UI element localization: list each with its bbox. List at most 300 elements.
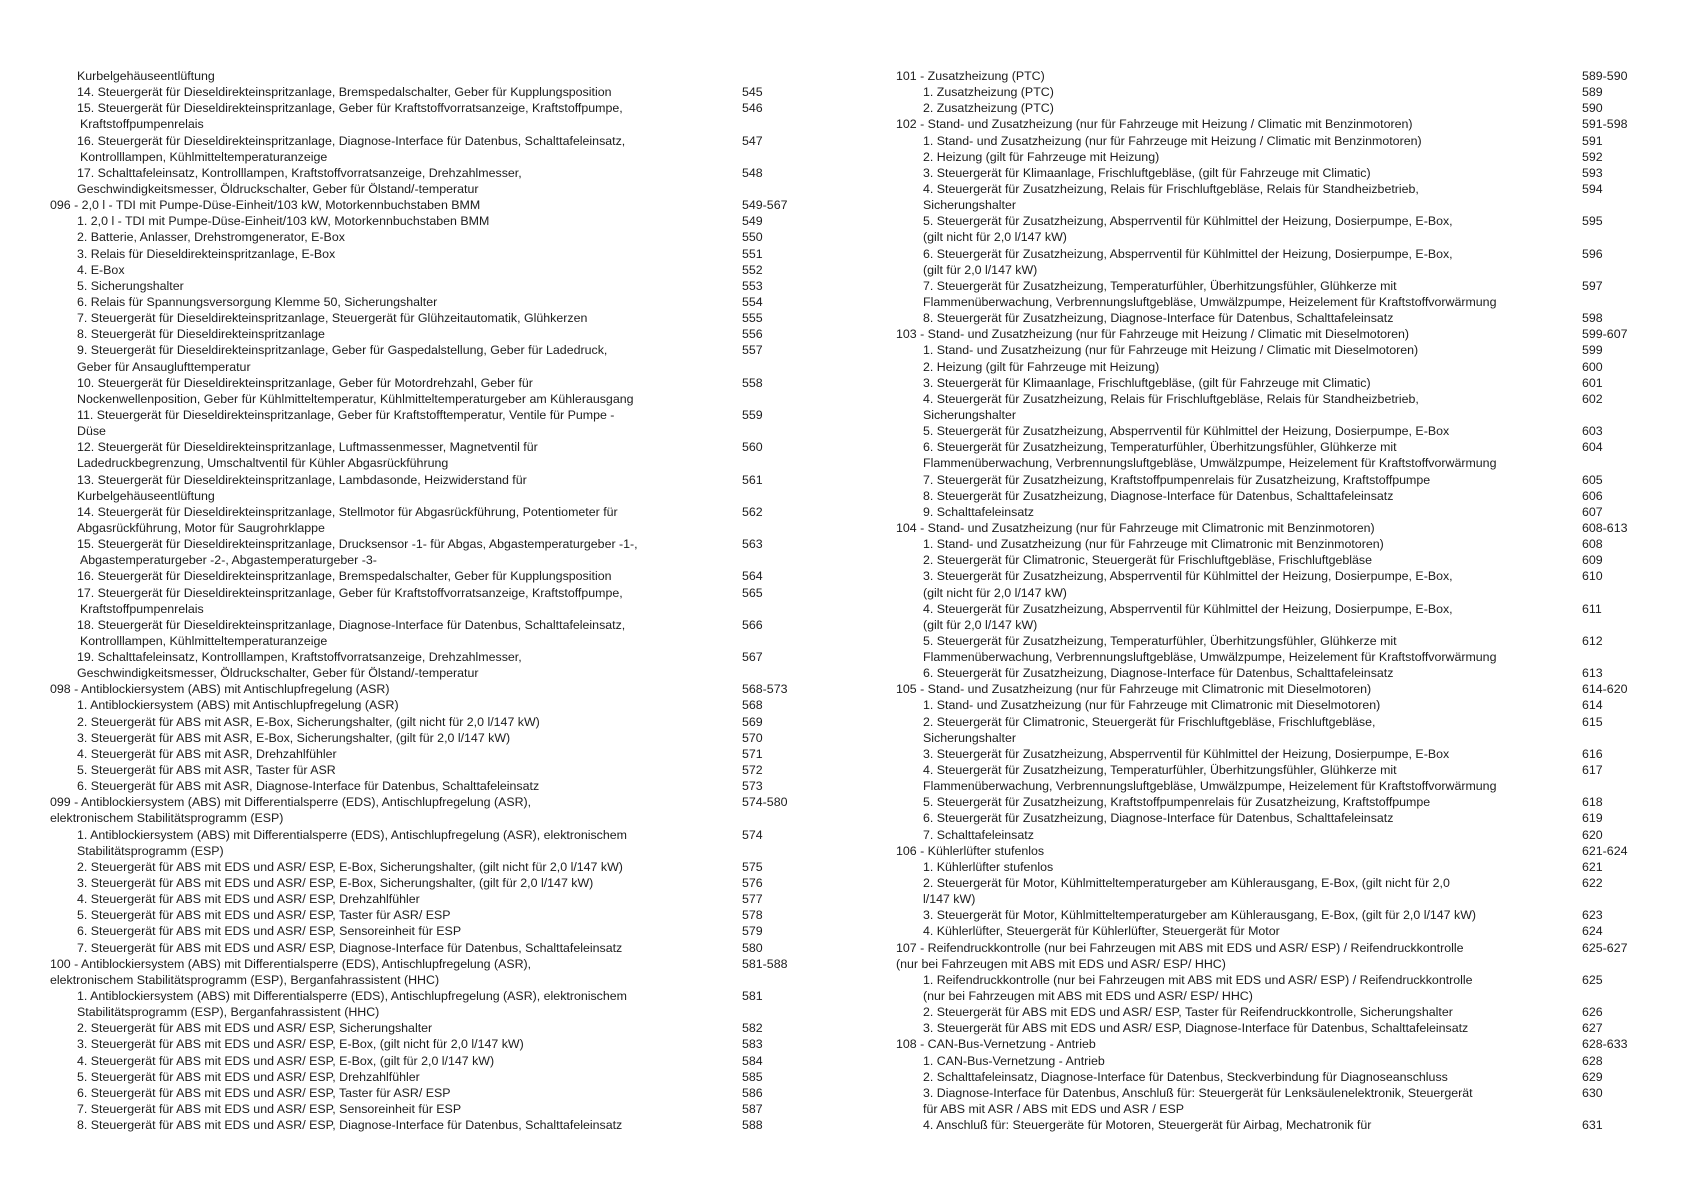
entry-title: 8. Steuergerät für Zusatzheizung, Diagnose-Interface für Datenbus, Schalttafeleinsatz xyxy=(923,488,1394,503)
page-number: 618 xyxy=(1582,795,1603,810)
page-number: 629 xyxy=(1582,1069,1603,1084)
page-number: 606 xyxy=(1582,488,1603,503)
entry-title: 6. Steuergerät für Zusatzheizung, Diagnose-Interface für Datenbus, Schalttafeleinsatz xyxy=(923,666,1394,681)
toc-subentry xyxy=(50,1117,820,1133)
page-number: 570 xyxy=(742,730,763,745)
entry-title: 7. Steuergerät für ABS mit EDS und ASR/ ESP, Diagnose-Interface für Datenbus, Schalttafeleinsatz xyxy=(77,940,623,955)
page-number: 572 xyxy=(742,763,763,778)
page-number: 555 xyxy=(742,311,763,326)
toc-subentry xyxy=(50,246,820,262)
toc-subentry xyxy=(50,1085,820,1101)
page-number: 581 xyxy=(742,989,763,1004)
toc-subentry xyxy=(896,1085,1646,1117)
toc-subentry xyxy=(50,827,820,859)
entry-title-continuation: Abgasrückführung, Motor für Saugrohrklappe xyxy=(77,520,325,535)
entry-title-continuation: Stabilitätsprogramm (ESP) xyxy=(77,843,224,858)
entry-title: 6. Steuergerät für ABS mit EDS und ASR/ ESP, Taster für ASR/ ESP xyxy=(77,1085,451,1100)
entry-title: 5. Steuergerät für Zusatzheizung, Absperrventil für Kühlmittel der Heizung, Dosierpumpe, E-Box, xyxy=(923,214,1453,229)
toc-subentry xyxy=(50,891,820,907)
toc-section-entry xyxy=(896,68,1646,84)
page-number: 614 xyxy=(1582,698,1603,713)
toc-right-column xyxy=(896,68,1646,1133)
entry-title: 2. Batterie, Anlasser, Drehstromgenerator, E-Box xyxy=(77,230,345,245)
page-number: 612 xyxy=(1582,633,1603,648)
toc-subentry xyxy=(50,294,820,310)
entry-title: 5. Steuergerät für ABS mit EDS und ASR/ ESP, Drehzahlfühler xyxy=(77,1069,420,1084)
toc-section-entry xyxy=(896,843,1646,859)
page-number: 615 xyxy=(1582,714,1603,729)
toc-subentry xyxy=(896,536,1646,552)
entry-title-continuation: Sicherungshalter xyxy=(923,198,1016,213)
page-number: 597 xyxy=(1582,278,1603,293)
entry-title: 14. Steuergerät für Dieseldirekteinspritzanlage, Stellmotor für Abgasrückführung, Potentiometer für xyxy=(77,504,618,519)
toc-section-entry xyxy=(896,681,1646,697)
page-number: 624 xyxy=(1582,924,1603,939)
entry-title-continuation: (gilt nicht für 2,0 l/147 kW) xyxy=(923,230,1067,245)
entry-title: 13. Steuergerät für Dieseldirekteinspritzanlage, Lambdasonde, Heizwiderstand für xyxy=(77,472,527,487)
page-number: 557 xyxy=(742,343,763,358)
entry-title: 1. Kühlerlüfter stufenlos xyxy=(923,859,1054,874)
toc-subentry xyxy=(50,326,820,342)
toc-subentry xyxy=(896,342,1646,358)
toc-subentry xyxy=(896,1053,1646,1069)
entry-title: 6. Steuergerät für Zusatzheizung, Temperaturfühler, Überhitzungsfühler, Glühkerze mit xyxy=(923,440,1397,455)
entry-title: 1. Zusatzheizung (PTC) xyxy=(923,85,1054,100)
entry-title: 4. E-Box xyxy=(77,262,125,277)
entry-title: 5. Steuergerät für Zusatzheizung, Temperaturfühler, Überhitzungsfühler, Glühkerze mit xyxy=(923,633,1397,648)
page-number: 575 xyxy=(742,859,763,874)
page-number: 620 xyxy=(1582,827,1603,842)
entry-title: 8. Steuergerät für ABS mit EDS und ASR/ ESP, Diagnose-Interface für Datenbus, Schalttafeleinsatz xyxy=(77,1118,623,1133)
page-number: 563 xyxy=(742,537,763,552)
page-number: 568-573 xyxy=(742,682,788,697)
entry-title: 2. Heizung (gilt für Fahrzeuge mit Heizung) xyxy=(923,149,1160,164)
entry-title: 17. Schalttafeleinsatz, Kontrolllampen, Kraftstoffvorratsanzeige, Drehzahlmesser, xyxy=(77,165,522,180)
page-number: 554 xyxy=(742,294,763,309)
page-number: 579 xyxy=(742,924,763,939)
entry-title: 2. Zusatzheizung (PTC) xyxy=(923,101,1054,116)
entry-title: 8. Steuergerät für Zusatzheizung, Diagnose-Interface für Datenbus, Schalttafeleinsatz xyxy=(923,311,1394,326)
entry-title-continuation: Flammenüberwachung, Verbrennungsluftgebläse, Umwälzpumpe, Heizelement für Kraftstoffvorwärmung xyxy=(923,294,1497,309)
toc-subentry xyxy=(896,907,1646,923)
page-number: 565 xyxy=(742,585,763,600)
page-number: 589 xyxy=(1582,85,1603,100)
page-number: 580 xyxy=(742,940,763,955)
entry-title-continuation: Flammenüberwachung, Verbrennungsluftgebläse, Umwälzpumpe, Heizelement für Kraftstoffvorwärmung xyxy=(923,650,1497,665)
toc-subentry xyxy=(50,165,820,197)
toc-subentry xyxy=(50,1101,820,1117)
entry-title-continuation: (gilt für 2,0 l/147 kW) xyxy=(923,262,1038,277)
page-number: 561 xyxy=(742,472,763,487)
toc-subentry xyxy=(50,100,820,132)
toc-section-entry xyxy=(50,956,820,988)
toc-subentry xyxy=(50,1069,820,1085)
toc-subentry xyxy=(50,1053,820,1069)
entry-title: 4. Steuergerät für Zusatzheizung, Relais für Frischluftgebläse, Relais für Standheizbetrieb, xyxy=(923,391,1419,406)
toc-subentry xyxy=(896,310,1646,326)
entry-title-continuation: Abgastemperaturgeber -2-, Abgastemperaturgeber -3- xyxy=(80,553,377,568)
entry-title-continuation: Ladedruckbegrenzung, Umschaltventil für Kühler Abgasrückführung xyxy=(77,456,449,471)
page-number: 628-633 xyxy=(1582,1037,1628,1052)
page-number: 588 xyxy=(742,1118,763,1133)
toc-subentry xyxy=(50,875,820,891)
toc-subentry xyxy=(896,278,1646,310)
toc-subentry xyxy=(896,246,1646,278)
entry-title: 18. Steuergerät für Dieseldirekteinspritzanlage, Diagnose-Interface für Datenbus, Schalttafeleinsatz, xyxy=(77,617,626,632)
entry-title: 7. Steuergerät für ABS mit EDS und ASR/ ESP, Sensoreinheit für ESP xyxy=(77,1102,462,1116)
entry-title-continuation: Geschwindigkeitsmesser, Öldruckschalter, Geber für Ölstand/-temperatur xyxy=(77,181,479,196)
page-number: 566 xyxy=(742,617,763,632)
page-number: 549-567 xyxy=(742,198,788,213)
entry-title: 108 - CAN-Bus-Vernetzung - Antrieb xyxy=(896,1037,1096,1052)
page-number: 608 xyxy=(1582,537,1603,552)
entry-title: 6. Steuergerät für ABS mit ASR, Diagnose-Interface für Datenbus, Schalttafeleinsatz xyxy=(77,779,540,794)
toc-subentry xyxy=(50,907,820,923)
page-number: 604 xyxy=(1582,440,1603,455)
entry-title: 5. Steuergerät für Zusatzheizung, Kraftstoffpumpenrelais für Zusatzheizung, Kraftstoffpumpe xyxy=(923,795,1431,810)
toc-subentry xyxy=(896,697,1646,713)
page-number: 545 xyxy=(742,85,763,100)
page-number: 595 xyxy=(1582,214,1603,229)
toc-subentry xyxy=(50,617,820,649)
page-number: 596 xyxy=(1582,246,1603,261)
page-number: 610 xyxy=(1582,569,1603,584)
entry-title-continuation: (gilt nicht für 2,0 l/147 kW) xyxy=(923,585,1067,600)
toc-section-entry xyxy=(896,940,1646,972)
toc-subentry xyxy=(896,181,1646,213)
toc-subentry xyxy=(50,697,820,713)
page-number: 583 xyxy=(742,1037,763,1052)
toc-subentry xyxy=(896,1004,1646,1020)
toc-subentry xyxy=(50,375,820,407)
entry-title-continuation: Sicherungshalter xyxy=(923,407,1016,422)
entry-title: 101 - Zusatzheizung (PTC) xyxy=(896,69,1045,83)
entry-title: 2. Steuergerät für ABS mit EDS und ASR/ ESP, E-Box, Sicherungshalter, (gilt nicht für 2,0 l/147 kW) xyxy=(77,859,623,874)
entry-title-continuation: l/147 kW) xyxy=(923,892,976,907)
toc-subentry xyxy=(50,568,820,584)
entry-title: 100 - Antiblockiersystem (ABS) mit Differentialsperre (EDS), Antischlupfregelung (ASR), xyxy=(50,956,532,971)
page-number: 589-590 xyxy=(1582,69,1628,83)
entry-title: 1. Antiblockiersystem (ABS) mit Differentialsperre (EDS), Antischlupfregelung (ASR), elektronischem xyxy=(77,989,627,1004)
page-number: 591 xyxy=(1582,133,1603,148)
page-number: 590 xyxy=(1582,101,1603,116)
page-number: 559 xyxy=(742,407,763,422)
entry-title: 1. Stand- und Zusatzheizung (nur für Fahrzeuge mit Heizung / Climatic mit Dieselmotoren) xyxy=(923,343,1419,358)
toc-subentry xyxy=(896,149,1646,165)
entry-title: 4. Steuergerät für ABS mit EDS und ASR/ ESP, E-Box, (gilt für 2,0 l/147 kW) xyxy=(77,1053,495,1068)
page-number: 567 xyxy=(742,650,763,665)
entry-title: 3. Steuergerät für ABS mit EDS und ASR/ ESP, E-Box, Sicherungshalter, (gilt für 2,0 l/147 kW) xyxy=(77,876,594,891)
toc-section-entry xyxy=(896,520,1646,536)
entry-title-continuation: Kontrolllampen, Kühlmitteltemperaturanzeige xyxy=(80,633,328,648)
toc-subentry xyxy=(896,923,1646,939)
entry-title: 2. Steuergerät für ABS mit ASR, E-Box, Sicherungshalter, (gilt nicht für 2,0 l/147 kW) xyxy=(77,714,540,729)
toc-subentry xyxy=(896,375,1646,391)
entry-title: 19. Schalttafeleinsatz, Kontrolllampen, Kraftstoffvorratsanzeige, Drehzahlmesser, xyxy=(77,650,522,665)
entry-title: 6. Steuergerät für Zusatzheizung, Absperrventil für Kühlmittel der Heizung, Dosierpumpe, E-Box, xyxy=(923,246,1453,261)
toc-subentry xyxy=(896,633,1646,665)
page-number: 553 xyxy=(742,278,763,293)
toc-subentry xyxy=(50,84,820,100)
page-number: 627 xyxy=(1582,1021,1603,1036)
entry-title: 102 - Stand- und Zusatzheizung (nur für Fahrzeuge mit Heizung / Climatic mit Benzinmotoren) xyxy=(896,117,1413,132)
page-number: 623 xyxy=(1582,908,1603,923)
entry-title: 1. Reifendruckkontrolle (nur bei Fahrzeugen mit ABS mit EDS und ASR/ ESP) / Reifendruckkontrolle xyxy=(923,972,1473,987)
page-number: 576 xyxy=(742,876,763,891)
entry-title: 2. Steuergerät für Climatronic, Steuergerät für Frischluftgebläse, Frischluftgebläse, xyxy=(923,714,1376,729)
entry-title: 3. Relais für Dieseldirekteinspritzanlage, E-Box xyxy=(77,246,336,261)
toc-subentry xyxy=(896,714,1646,746)
entry-title: 6. Steuergerät für Zusatzheizung, Diagnose-Interface für Datenbus, Schalttafeleinsatz xyxy=(923,811,1394,826)
entry-title: 1. Stand- und Zusatzheizung (nur für Fahrzeuge mit Heizung / Climatic mit Benzinmotoren) xyxy=(923,133,1422,148)
toc-subentry xyxy=(50,923,820,939)
page-number: 631 xyxy=(1582,1118,1603,1133)
page-number: 601 xyxy=(1582,375,1603,390)
toc-subentry xyxy=(50,68,820,84)
page-number: 599-607 xyxy=(1582,327,1628,342)
toc-subentry xyxy=(896,601,1646,633)
entry-title: 7. Steuergerät für Zusatzheizung, Temperaturfühler, Überhitzungsfühler, Glühkerze mit xyxy=(923,278,1397,293)
toc-subentry xyxy=(50,310,820,326)
page-number: 574 xyxy=(742,827,763,842)
page-number: 598 xyxy=(1582,311,1603,326)
toc-subentry xyxy=(50,730,820,746)
entry-title-continuation: Geber für Ansauglufttemperatur xyxy=(77,359,251,374)
page-number: 621-624 xyxy=(1582,843,1628,858)
toc-subentry xyxy=(896,100,1646,116)
entry-title: 5. Steuergerät für Zusatzheizung, Absperrventil für Kühlmittel der Heizung, Dosierpumpe, E-Box xyxy=(923,424,1450,439)
toc-subentry xyxy=(896,1117,1646,1133)
page-number: 616 xyxy=(1582,746,1603,761)
page-number: 558 xyxy=(742,375,763,390)
entry-title: 2. Steuergerät für ABS mit EDS und ASR/ ESP, Taster für Reifendruckkontrolle, Sicherungshalter xyxy=(923,1005,1453,1020)
entry-title: 4. Steuergerät für Zusatzheizung, Temperaturfühler, Überhitzungsfühler, Glühkerze mit xyxy=(923,763,1397,778)
toc-subentry xyxy=(896,213,1646,245)
page-number: 546 xyxy=(742,101,763,116)
entry-title: 4. Steuergerät für ABS mit ASR, Drehzahlfühler xyxy=(77,746,337,761)
entry-title: 3. Steuergerät für Zusatzheizung, Absperrventil für Kühlmittel der Heizung, Dosierpumpe, E-Box xyxy=(923,746,1450,761)
entry-title: 4. Kühlerlüfter, Steuergerät für Kühlerlüfter, Steuergerät für Motor xyxy=(923,924,1280,939)
page-number: 552 xyxy=(742,262,763,277)
toc-subentry xyxy=(50,859,820,875)
toc-subentry xyxy=(50,229,820,245)
toc-subentry xyxy=(896,875,1646,907)
toc-subentry xyxy=(896,794,1646,810)
toc-subentry xyxy=(50,342,820,374)
page-number: 582 xyxy=(742,1021,763,1036)
page-number: 578 xyxy=(742,908,763,923)
entry-title: 098 - Antiblockiersystem (ABS) mit Antischlupfregelung (ASR) xyxy=(50,682,390,697)
entry-title: 4. Steuergerät für ABS mit EDS und ASR/ ESP, Drehzahlfühler xyxy=(77,892,420,907)
toc-subentry xyxy=(896,1069,1646,1085)
entry-title: 15. Steuergerät für Dieseldirekteinspritzanlage, Drucksensor -1- für Abgas, Abgastemperaturgeber -1-, xyxy=(77,537,638,552)
toc-subentry xyxy=(896,391,1646,423)
entry-title: 5. Steuergerät für ABS mit ASR, Taster für ASR xyxy=(77,763,336,778)
entry-title: 103 - Stand- und Zusatzheizung (nur für Fahrzeuge mit Heizung / Climatic mit Dieselmotoren) xyxy=(896,327,1410,342)
entry-title: 7. Schalttafeleinsatz xyxy=(923,827,1034,842)
toc-subentry xyxy=(50,746,820,762)
page-number: 628 xyxy=(1582,1053,1603,1068)
page-number: 587 xyxy=(742,1102,763,1116)
entry-title-continuation: Kontrolllampen, Kühlmitteltemperaturanzeige xyxy=(80,149,328,164)
toc-subentry xyxy=(50,940,820,956)
page-number: 614-620 xyxy=(1582,682,1628,697)
entry-title: 106 - Kühlerlüfter stufenlos xyxy=(896,843,1045,858)
entry-title: 6. Steuergerät für ABS mit EDS und ASR/ ESP, Sensoreinheit für ESP xyxy=(77,924,462,939)
toc-subentry xyxy=(896,439,1646,471)
page-number: 611 xyxy=(1582,601,1602,616)
toc-subentry xyxy=(896,359,1646,375)
entry-title: Kurbelgehäuseentlüftung xyxy=(77,69,215,83)
toc-section-entry xyxy=(896,326,1646,342)
entry-title-continuation: (nur bei Fahrzeugen mit ABS mit EDS und ASR/ ESP/ HHC) xyxy=(923,989,1253,1004)
page-number: 551 xyxy=(742,246,763,261)
entry-title: 2. Steuergerät für ABS mit EDS und ASR/ ESP, Sicherungshalter xyxy=(77,1021,433,1036)
entry-title: 2. Steuergerät für Motor, Kühlmitteltemperaturgeber am Kühlerausgang, E-Box, (gilt nicht für 2,0 xyxy=(923,876,1450,891)
entry-title: 17. Steuergerät für Dieseldirekteinspritzanlage, Geber für Kraftstoffvorratsanzeige, Kraftstoffpumpe, xyxy=(77,585,623,600)
entry-title: 9. Steuergerät für Dieseldirekteinspritzanlage, Geber für Gaspedalstellung, Geber für Ladedruck, xyxy=(77,343,608,358)
entry-title: 099 - Antiblockiersystem (ABS) mit Differentialsperre (EDS), Antischlupfregelung (ASR), xyxy=(50,795,532,810)
toc-subentry xyxy=(896,165,1646,181)
entry-title-continuation: (nur bei Fahrzeugen mit ABS mit EDS und ASR/ ESP/ HHC) xyxy=(896,956,1226,971)
entry-title: 4. Steuergerät für Zusatzheizung, Relais für Frischluftgebläse, Relais für Standheizbetrieb, xyxy=(923,181,1419,196)
entry-title-continuation: (gilt für 2,0 l/147 kW) xyxy=(923,617,1038,632)
entry-title: 16. Steuergerät für Dieseldirekteinspritzanlage, Bremspedalschalter, Geber für Kupplungsposition xyxy=(77,569,612,584)
page-number: 591-598 xyxy=(1582,117,1628,132)
toc-subentry xyxy=(50,1020,820,1036)
entry-title: 3. Steuergerät für Motor, Kühlmitteltemperaturgeber am Kühlerausgang, E-Box, (gilt für 2,0 l/147 kW) xyxy=(923,908,1477,923)
entry-title: 1. Antiblockiersystem (ABS) mit Antischlupfregelung (ASR) xyxy=(77,698,399,713)
entry-title: 3. Steuergerät für ABS mit EDS und ASR/ ESP, E-Box, (gilt nicht für 2,0 l/147 kW) xyxy=(77,1037,524,1052)
page-number: 593 xyxy=(1582,165,1603,180)
toc-subentry xyxy=(50,988,820,1020)
page-number: 625-627 xyxy=(1582,940,1628,955)
entry-title: 2. Heizung (gilt für Fahrzeuge mit Heizung) xyxy=(923,359,1160,374)
entry-title: 8. Steuergerät für Dieseldirekteinspritzanlage xyxy=(77,327,325,342)
page-number: 605 xyxy=(1582,472,1603,487)
entry-title: 104 - Stand- und Zusatzheizung (nur für Fahrzeuge mit Climatronic mit Benzinmotoren) xyxy=(896,520,1375,535)
toc-subentry xyxy=(896,859,1646,875)
entry-title-continuation: Flammenüberwachung, Verbrennungsluftgebläse, Umwälzpumpe, Heizelement für Kraftstoffvorwärmung xyxy=(923,456,1497,471)
toc-subentry xyxy=(50,213,820,229)
entry-title-continuation: Flammenüberwachung, Verbrennungsluftgebläse, Umwälzpumpe, Heizelement für Kraftstoffvorwärmung xyxy=(923,779,1497,794)
entry-title-continuation: Sicherungshalter xyxy=(923,730,1016,745)
entry-title: 11. Steuergerät für Dieseldirekteinspritzanlage, Geber für Kraftstofftemperatur, Ventile für Pumpe - xyxy=(77,407,615,422)
entry-title: 1. 2,0 l - TDI mit Pumpe-Düse-Einheit/103 kW, Motorkennbuchstaben BMM xyxy=(77,214,490,229)
page-number: 585 xyxy=(742,1069,763,1084)
entry-title: 1. Stand- und Zusatzheizung (nur für Fahrzeuge mit Climatronic mit Dieselmotoren) xyxy=(923,698,1381,713)
page-number: 602 xyxy=(1582,391,1603,406)
page-number: 556 xyxy=(742,327,763,342)
toc-subentry xyxy=(50,1036,820,1052)
entry-title-continuation: Stabilitätsprogramm (ESP), Berganfahrassistent (HHC) xyxy=(77,1005,380,1020)
toc-subentry xyxy=(50,278,820,294)
toc-subentry xyxy=(50,762,820,778)
toc-section-entry xyxy=(896,1036,1646,1052)
entry-title-continuation: für ABS mit ASR / ABS mit EDS und ASR / ESP xyxy=(923,1102,1184,1116)
entry-title: 096 - 2,0 l - TDI mit Pumpe-Düse-Einheit/103 kW, Motorkennbuchstaben BMM xyxy=(50,198,481,213)
page-number: 599 xyxy=(1582,343,1603,358)
page-number: 581-588 xyxy=(742,956,788,971)
page-number: 613 xyxy=(1582,666,1603,681)
page-number: 621 xyxy=(1582,859,1603,874)
entry-title: 1. Antiblockiersystem (ABS) mit Differentialsperre (EDS), Antischlupfregelung (ASR), elektronischem xyxy=(77,827,627,842)
toc-subentry xyxy=(50,472,820,504)
toc-subentry xyxy=(50,439,820,471)
toc-subentry xyxy=(896,472,1646,488)
page-number: 550 xyxy=(742,230,763,245)
page-number: 586 xyxy=(742,1085,763,1100)
toc-subentry xyxy=(896,746,1646,762)
toc-subentry xyxy=(896,504,1646,520)
entry-title: 5. Sicherungshalter xyxy=(77,278,184,293)
entry-title: 3. Steuergerät für ABS mit EDS und ASR/ ESP, Diagnose-Interface für Datenbus, Schalttafeleinsatz xyxy=(923,1021,1469,1036)
entry-title: 105 - Stand- und Zusatzheizung (nur für Fahrzeuge mit Climatronic mit Dieselmotoren) xyxy=(896,682,1372,697)
page-number: 574-580 xyxy=(742,795,788,810)
page-number: 577 xyxy=(742,892,763,907)
toc-subentry xyxy=(896,665,1646,681)
page-number: 584 xyxy=(742,1053,763,1068)
entry-title: 4. Steuergerät für Zusatzheizung, Absperrventil für Kühlmittel der Heizung, Dosierpumpe, E-Box, xyxy=(923,601,1453,616)
entry-title: 3. Diagnose-Interface für Datenbus, Anschluß für: Steuergerät für Lenksäulenelektronik, Steuergerät xyxy=(923,1085,1473,1100)
page-number: 592 xyxy=(1582,149,1603,164)
toc-left-column xyxy=(50,68,820,1133)
toc-subentry xyxy=(896,84,1646,100)
entry-title: 3. Steuergerät für Zusatzheizung, Absperrventil für Kühlmittel der Heizung, Dosierpumpe, E-Box, xyxy=(923,569,1453,584)
page-number: 594 xyxy=(1582,181,1603,196)
entry-title: 6. Relais für Spannungsversorgung Klemme 50, Sicherungshalter xyxy=(77,294,438,309)
page-number: 568 xyxy=(742,698,763,713)
entry-title-continuation: Kraftstoffpumpenrelais xyxy=(80,601,204,616)
entry-title: 1. Stand- und Zusatzheizung (nur für Fahrzeuge mit Climatronic mit Benzinmotoren) xyxy=(923,537,1384,552)
entry-title-continuation: Nockenwellenposition, Geber für Kühlmitteltemperatur, Kühlmitteltemperaturgeber am Kühlerausgang xyxy=(77,391,634,406)
page-number: 573 xyxy=(742,779,763,794)
entry-title-continuation: Geschwindigkeitsmesser, Öldruckschalter, Geber für Ölstand/-temperatur xyxy=(77,666,479,681)
entry-title-continuation: Kraftstoffpumpenrelais xyxy=(80,117,204,132)
entry-title: 107 - Reifendruckkontrolle (nur bei Fahrzeugen mit ABS mit EDS und ASR/ ESP) / Reifendruckkontrolle xyxy=(896,940,1464,955)
entry-title-continuation: elektronischem Stabilitätsprogramm (ESP) xyxy=(50,811,284,826)
toc-section-entry xyxy=(896,116,1646,132)
toc-subentry xyxy=(896,972,1646,1004)
page-number: 608-613 xyxy=(1582,520,1628,535)
entry-title: 10. Steuergerät für Dieseldirekteinspritzanlage, Geber für Motordrehzahl, Geber für xyxy=(77,375,533,390)
toc-subentry xyxy=(50,407,820,439)
toc-subentry xyxy=(50,585,820,617)
page-number: 564 xyxy=(742,569,763,584)
page-number: 548 xyxy=(742,165,763,180)
entry-title: 5. Steuergerät für ABS mit EDS und ASR/ ESP, Taster für ASR/ ESP xyxy=(77,908,451,923)
entry-title: 14. Steuergerät für Dieseldirekteinspritzanlage, Bremspedalschalter, Geber für Kupplungsposition xyxy=(77,85,612,100)
toc-subentry xyxy=(896,568,1646,600)
page-number: 619 xyxy=(1582,811,1603,826)
entry-title: 7. Steuergerät für Dieseldirekteinspritzanlage, Steuergerät für Glühzeitautomatik, Glühkerzen xyxy=(77,311,588,326)
entry-title: 4. Anschluß für: Steuergeräte für Motoren, Steuergerät für Airbag, Mechatronik für xyxy=(923,1118,1372,1133)
entry-title: 12. Steuergerät für Dieseldirekteinspritzanlage, Luftmassenmesser, Magnetventil für xyxy=(77,440,538,455)
entry-title: 2. Schalttafeleinsatz, Diagnose-Interface für Datenbus, Steckverbindung für Diagnoseanschluss xyxy=(923,1069,1448,1084)
entry-title: 3. Steuergerät für ABS mit ASR, E-Box, Sicherungshalter, (gilt für 2,0 l/147 kW) xyxy=(77,730,511,745)
page-number: 547 xyxy=(742,133,763,148)
page-number: 600 xyxy=(1582,359,1603,374)
page-number: 630 xyxy=(1582,1085,1603,1100)
page-number: 560 xyxy=(742,440,763,455)
toc-section-entry xyxy=(50,681,820,697)
page-number: 609 xyxy=(1582,553,1603,568)
page-number: 603 xyxy=(1582,424,1603,439)
toc-subentry xyxy=(50,262,820,278)
entry-title: 3. Steuergerät für Klimaanlage, Frischluftgebläse, (gilt für Fahrzeuge mit Climatic) xyxy=(923,375,1371,390)
page-number: 562 xyxy=(742,504,763,519)
entry-title: 3. Steuergerät für Klimaanlage, Frischluftgebläse, (gilt für Fahrzeuge mit Climatic) xyxy=(923,165,1371,180)
